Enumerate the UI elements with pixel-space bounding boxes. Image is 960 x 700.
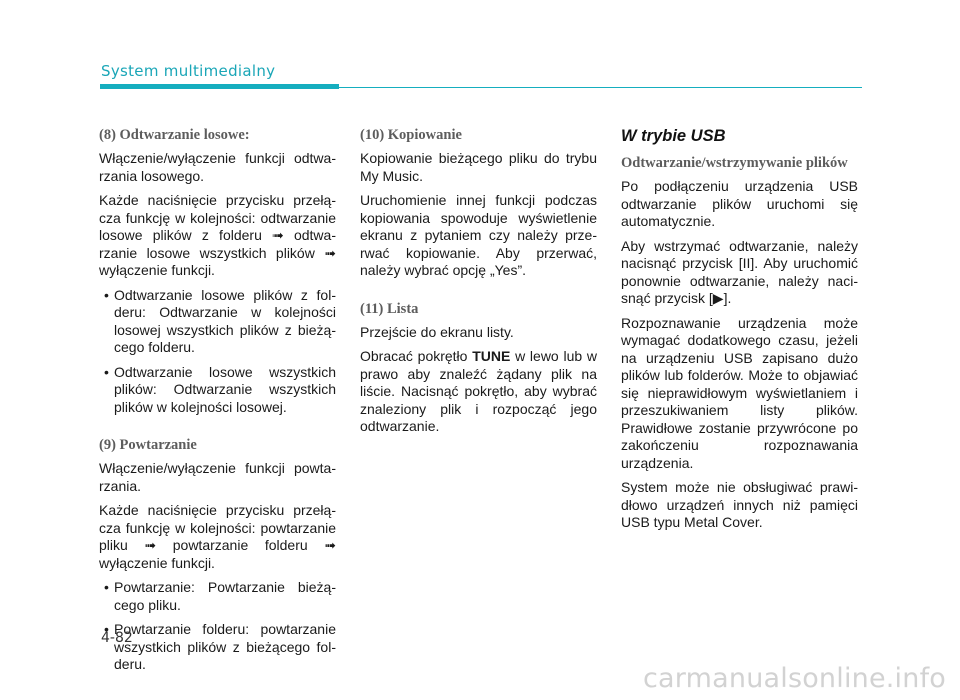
text-fragment: Obracać pokrętło — [360, 348, 473, 364]
paragraph-tune — [360, 348, 597, 436]
column-middle — [360, 126, 597, 443]
section-title-list: (11) Lista — [360, 300, 419, 317]
paragraph: Każde naciśnięcie przycisku przełącza funkcję w kolejności: odtwarzanie losowe plików z folderu ➟ odtwarzanie losowe wszystkich plików ➟ wyłączenie funkcji. — [99, 192, 336, 278]
bullet-item: • Odtwarzanie losowe wszystkich plików: Odtwarzanie wszystkich plików w kolejności losowej. — [99, 364, 336, 417]
page-number: 4-82 — [101, 630, 133, 646]
paragraph: Każde naciśnięcie przycisku przełącza funkcję w kolejności: powtarzanie pliku ➟ powtarzanie folderu ➟ wyłączenie funkcji. — [99, 502, 336, 571]
paragraph: Po podłączeniu urządzenia USB odtwarzanie plików uruchomi się automatycznie. — [621, 178, 858, 229]
paragraph: Aby wstrzymać odtwarzanie, należy nacisnąć przycisk [II]. Aby uruchomić ponownie odtwarzanie, należy nacisnąć przycisk [▶]. — [621, 237, 858, 306]
section-title-shuffle: (8) Odtwarzanie losowe: — [99, 127, 250, 143]
header-rule-line — [339, 87, 862, 88]
section-title-play-pause: Odtwarzanie/wstrzymywanie plików — [621, 155, 848, 171]
paragraph: Rozpoznawanie urządzenia może wymagać dodatkowego czasu, jeżeli na urządzeniu USB zapisano dużo plików lub folderów. Może to objawiać się nieprawidłowym wyświetlaniem i przeszukiwaniem listy plików. Prawidłowe zostanie przywrócone po zakończeniu rozpoznawania urządzenia. — [621, 314, 858, 471]
usb-mode-heading: W trybie USB — [621, 127, 726, 145]
text-fragment: w lewo lub w prawo aby znaleźć żądany plik na liście. Nacisnąć pokrętło, aby wybrać znaleziony plik i rozpocząć jego odtwarzanie. — [360, 348, 597, 434]
paragraph: System może nie obsługiwać prawidłowo urządzeń innych niż pamięci USB typu Metal Cover. — [621, 479, 858, 530]
paragraph: Kopiowanie bieżącego pliku do trybu My Music. — [360, 150, 597, 184]
section-title-copy: (10) Kopiowanie — [360, 127, 462, 143]
section-title-repeat: (9) Powtarzanie — [99, 437, 197, 453]
column-left — [99, 126, 336, 681]
bullet-item: • Powtarzanie folderu: powtarzanie wszystkich plików z bieżącego folderu. — [99, 621, 336, 674]
bullet-item: • Odtwarzanie losowe plików z folderu: Odtwarzanie w kolejności losowej wszystkich plików z bieżącego folderu. — [99, 287, 336, 357]
bullet-list — [99, 579, 336, 674]
header-accent-bar — [100, 84, 339, 89]
paragraph: Przejście do ekranu listy. — [360, 323, 514, 340]
bullet-item: • Powtarzanie: Powtarzanie bieżącego pliku. — [99, 579, 336, 614]
paragraph: Włączenie/wyłączenie funkcji odtwarzania losowego. — [99, 150, 336, 184]
bullet-list — [99, 287, 336, 417]
tune-knob-label: TUNE — [472, 348, 511, 364]
paragraph: Uruchomienie innej funkcji podczas kopiowania spowoduje wyświetlenie ekranu z pytaniem czy należy przerwać kopiowanie. Aby przerwać, należy wybrać opcję „Yes”. — [360, 192, 597, 278]
paragraph: Włączenie/wyłączenie funkcji powtarzania. — [99, 460, 336, 494]
watermark: carmanualsonline.info — [643, 663, 946, 694]
column-right — [621, 126, 858, 539]
chapter-title: System multimedialny — [101, 62, 276, 80]
